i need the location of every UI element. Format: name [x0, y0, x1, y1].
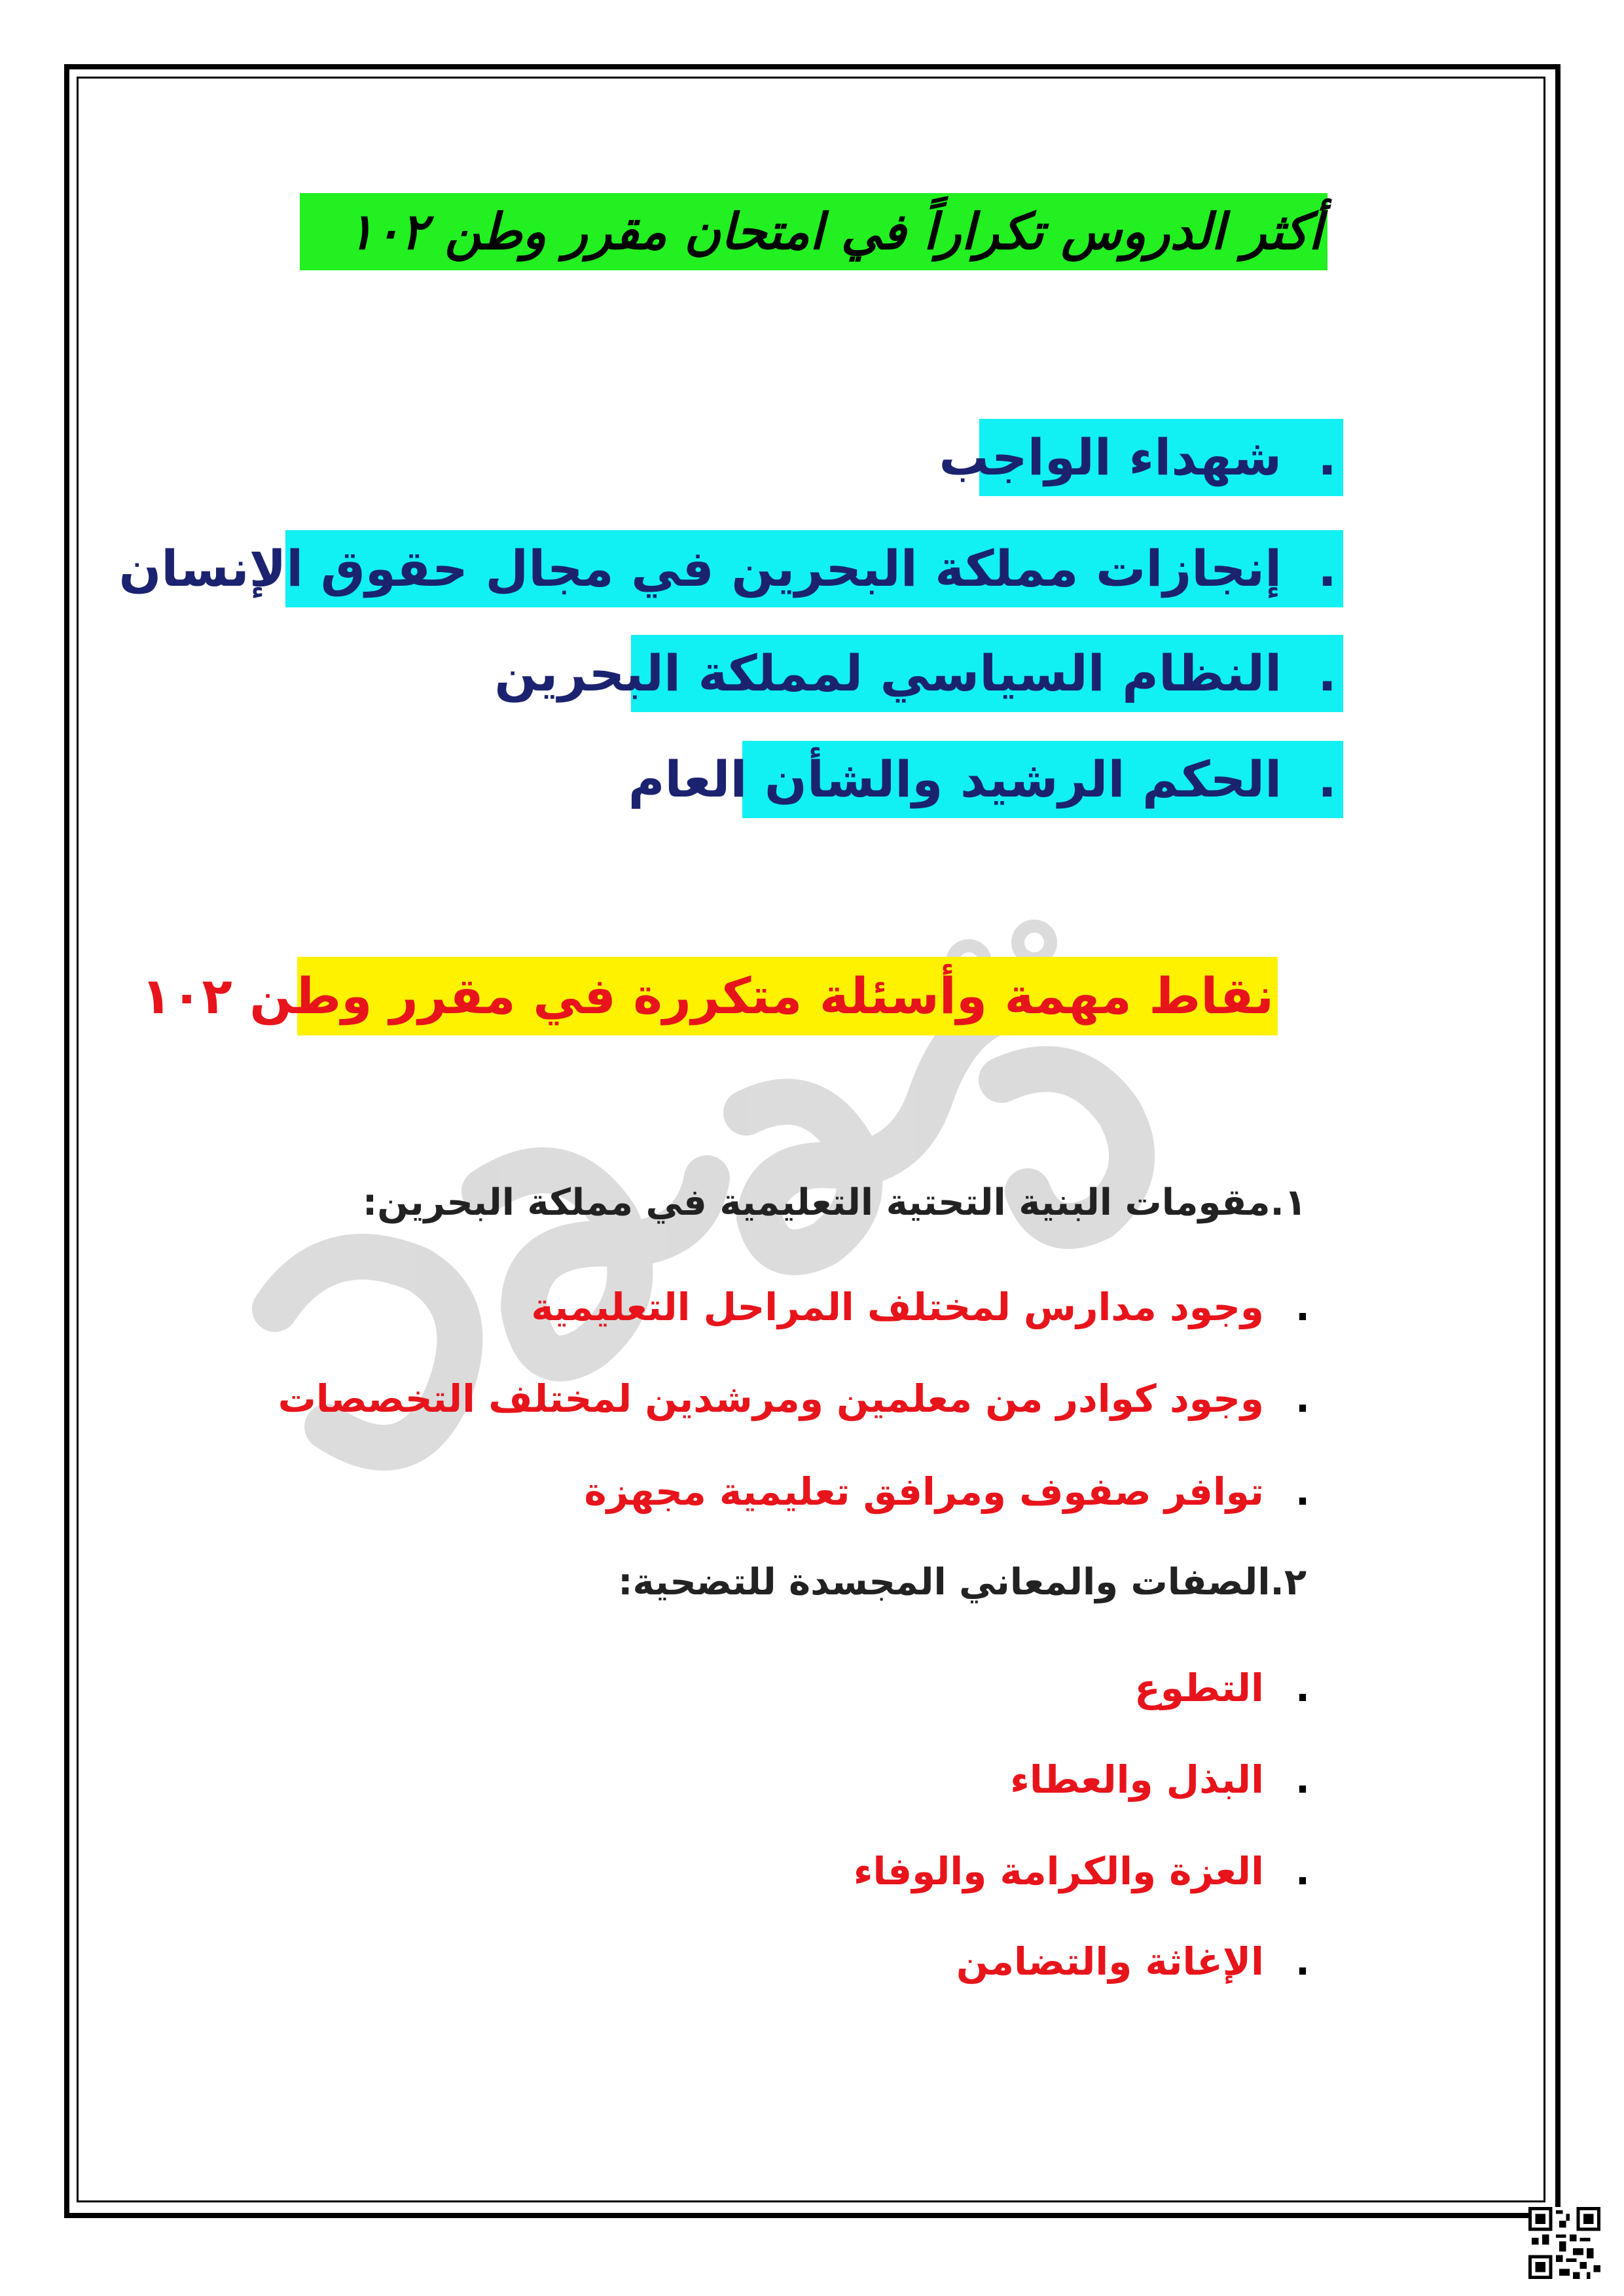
lesson-label: شهداء الواجب	[939, 428, 1282, 486]
bullet-dot: .	[1295, 1849, 1310, 1893]
lesson-item	[118, 530, 1343, 607]
bullet-dot: .	[1295, 1285, 1310, 1329]
answer-label: البذل والعطاء	[1010, 1757, 1264, 1802]
bullet-dot: .	[1295, 1939, 1310, 1984]
bullet-dot: .	[1318, 428, 1337, 486]
question-heading: ١.مقومات البنية التحتية التعليمية في مملكة البحرين:	[362, 1181, 1307, 1224]
main-title: أكثر الدروس تكراراً في امتحان مقرر وطن ١٠٢	[300, 193, 1327, 270]
lesson-item	[494, 635, 1343, 712]
question-heading: ٢.الصفات والمعاني المجسدة للتضحية:	[618, 1561, 1307, 1604]
answer-item	[853, 1849, 1310, 1893]
answer-item	[584, 1469, 1310, 1514]
bullet-dot: .	[1295, 1376, 1310, 1421]
bullet-dot: .	[1295, 1757, 1310, 1802]
qr-code-icon	[1528, 2207, 1600, 2279]
answer-label: العزة والكرامة والوفاء	[853, 1849, 1264, 1893]
answer-label: توافر صفوف ومرافق تعليمية مجهزة	[584, 1469, 1264, 1514]
lesson-item	[939, 419, 1343, 496]
answer-item	[531, 1285, 1310, 1329]
bullet-dot: .	[1318, 539, 1337, 598]
lesson-item	[628, 741, 1343, 818]
bullet-dot: .	[1318, 750, 1337, 808]
answer-item	[956, 1939, 1310, 1984]
answer-item	[278, 1376, 1310, 1421]
answer-item	[1134, 1666, 1310, 1710]
answer-item	[1010, 1757, 1310, 1802]
answer-label: وجود كوادر من معلمين ومرشدين لمختلف التخصصات	[278, 1376, 1264, 1421]
lesson-label: إنجازات مملكة البحرين في مجال حقوق الإنسان	[118, 539, 1282, 598]
answer-label: التطوع	[1134, 1666, 1264, 1710]
bullet-dot: .	[1318, 644, 1337, 702]
lesson-label: النظام السياسي لمملكة البحرين	[494, 644, 1282, 702]
section-subtitle: نقاط مهمة وأسئلة متكررة في مقرر وطن ١٠٢	[297, 957, 1278, 1035]
answer-label: الإغاثة والتضامن	[956, 1939, 1264, 1984]
answer-label: وجود مدارس لمختلف المراحل التعليمية	[531, 1285, 1264, 1329]
lesson-label: الحكم الرشيد والشأن العام	[628, 750, 1282, 808]
page-border-inner	[77, 77, 1545, 2202]
bullet-dot: .	[1295, 1469, 1310, 1514]
bullet-dot: .	[1295, 1666, 1310, 1710]
